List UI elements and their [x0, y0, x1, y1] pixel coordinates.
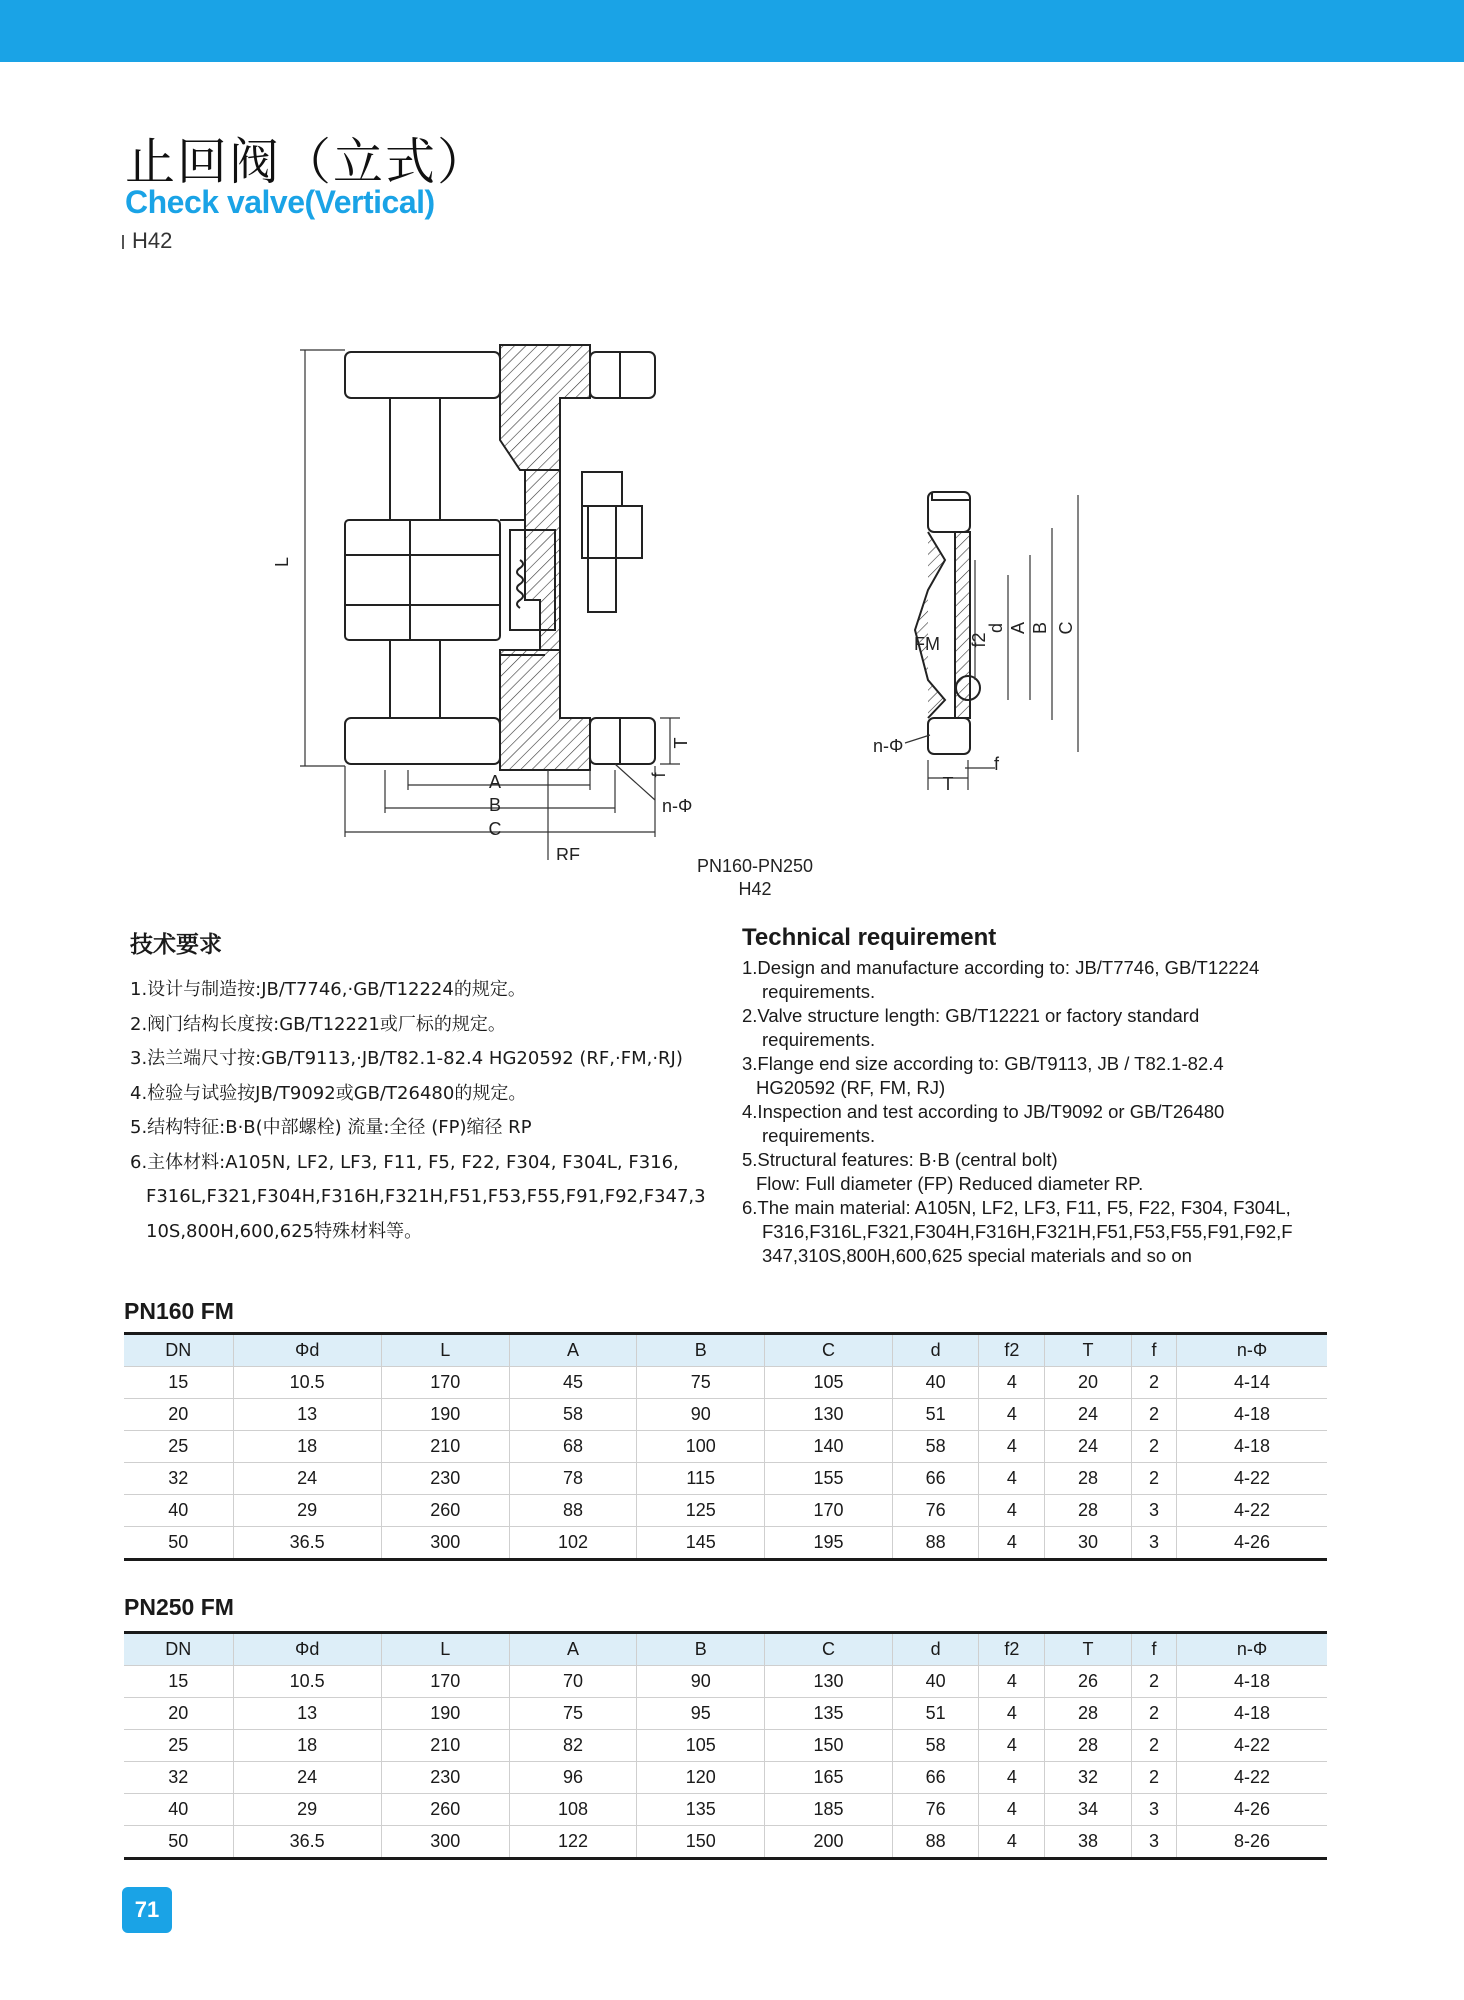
- requirements-cn: [130, 926, 720, 1249]
- table-cell: 125: [637, 1495, 765, 1527]
- table-cell: 135: [637, 1794, 765, 1826]
- req-en-item: 6.The main material: A105N, LF2, LF3, F11, F5, F22, F304, F304L,: [742, 1197, 1291, 1218]
- page-title-cn: 止回阀（立式）: [125, 133, 489, 191]
- table-cell: 122: [509, 1826, 637, 1859]
- dim-label-A: A: [488, 772, 502, 792]
- table-cell: 25: [124, 1431, 233, 1463]
- table-cell: 29: [233, 1794, 381, 1826]
- dim-label-nphi: n-Φ: [662, 796, 693, 816]
- table-cell: 3: [1131, 1794, 1176, 1826]
- table-cell: 70: [509, 1666, 637, 1698]
- req-en-item: 4.Inspection and test according to JB/T9092 or GB/T26480: [742, 1101, 1225, 1122]
- table-cell: 190: [381, 1698, 509, 1730]
- req-cn-item: 6.主体材料:A105N, LF2, LF3, F11, F5, F22, F304, F304L, F316,: [130, 1151, 679, 1173]
- table-cell: 34: [1045, 1794, 1132, 1826]
- col-header: B: [637, 1334, 765, 1367]
- table-cell: 45: [509, 1367, 637, 1399]
- table-cell: 51: [892, 1698, 979, 1730]
- table-cell: 4-14: [1177, 1367, 1327, 1399]
- table-cell: 170: [381, 1367, 509, 1399]
- model-code: [122, 228, 172, 254]
- col-header: f2: [979, 1334, 1045, 1367]
- table-cell: 2: [1131, 1698, 1176, 1730]
- table-cell: 75: [509, 1698, 637, 1730]
- drawing-caption-model: H42: [738, 879, 772, 899]
- req-en-item: 1.Design and manufacture according to: JB/T7746, GB/T12224: [742, 957, 1260, 978]
- col-header: B: [637, 1633, 765, 1666]
- col-header: C: [765, 1633, 893, 1666]
- table-cell: 8-26: [1177, 1826, 1327, 1859]
- flange-label-f: f: [994, 754, 1000, 774]
- table-cell: 2: [1131, 1367, 1176, 1399]
- table-cell: 88: [509, 1495, 637, 1527]
- table-cell: 66: [892, 1463, 979, 1495]
- col-header: Φd: [233, 1633, 381, 1666]
- col-header: f: [1131, 1633, 1176, 1666]
- table-cell: 95: [637, 1698, 765, 1730]
- flange-label-A: A: [1008, 621, 1028, 635]
- table-cell: 20: [124, 1698, 233, 1730]
- table-cell: 30: [1045, 1527, 1132, 1560]
- col-header: DN: [124, 1633, 233, 1666]
- col-header: A: [509, 1334, 637, 1367]
- flange-label-nphi: n-Φ: [873, 736, 904, 756]
- table-cell: 24: [1045, 1399, 1132, 1431]
- flange-label-FM: FM: [914, 634, 940, 654]
- table-cell: 190: [381, 1399, 509, 1431]
- requirements-en: [742, 924, 1327, 1268]
- req-en-item: Flow: Full diameter (FP) Reduced diameter RP.: [756, 1173, 1144, 1194]
- table-cell: 10.5: [233, 1666, 381, 1698]
- table-cell: 40: [892, 1666, 979, 1698]
- flange-detail-view: [915, 492, 980, 754]
- table-cell: 58: [892, 1730, 979, 1762]
- col-header: L: [381, 1334, 509, 1367]
- col-header: n-Φ: [1177, 1633, 1327, 1666]
- req-cn-item: F316L,F321,F304H,F316H,F321H,F51,F53,F55,F91,F92,F347,3: [146, 1186, 706, 1207]
- dim-label-B: B: [488, 795, 502, 815]
- col-header: L: [381, 1633, 509, 1666]
- table-cell: 102: [509, 1527, 637, 1560]
- model-label: H42: [132, 228, 173, 253]
- requirements-cn-heading: 技术要求: [130, 932, 222, 958]
- table-cell: 29: [233, 1495, 381, 1527]
- table-cell: 115: [637, 1463, 765, 1495]
- table-cell: 58: [892, 1431, 979, 1463]
- table-cell: 4: [979, 1399, 1045, 1431]
- table-row: [124, 1399, 1327, 1431]
- table-row: [124, 1826, 1327, 1859]
- table-cell: 170: [765, 1495, 893, 1527]
- table-cell: 28: [1045, 1698, 1132, 1730]
- table-cell: 120: [637, 1762, 765, 1794]
- dim-label-T: T: [671, 737, 691, 749]
- table-cell: 3: [1131, 1495, 1176, 1527]
- table-cell: 28: [1045, 1463, 1132, 1495]
- table-cell: 130: [765, 1399, 893, 1431]
- table-cell: 75: [637, 1367, 765, 1399]
- table-cell: 24: [1045, 1431, 1132, 1463]
- table-cell: 150: [637, 1826, 765, 1859]
- req-cn-item: 10S,800H,600,625特殊材料等。: [146, 1220, 423, 1242]
- table-cell: 4: [979, 1527, 1045, 1560]
- table-row: [124, 1463, 1327, 1495]
- page-number: 71: [122, 1887, 172, 1933]
- table-cell: 32: [124, 1463, 233, 1495]
- table-cell: 13: [233, 1698, 381, 1730]
- table-cell: 2: [1131, 1666, 1176, 1698]
- table-cell: 4: [979, 1794, 1045, 1826]
- req-en-item: HG20592 (RF, FM, RJ): [756, 1077, 946, 1098]
- table-row: [124, 1762, 1327, 1794]
- requirements-en-heading: Technical requirement: [742, 924, 997, 951]
- table-cell: 26: [1045, 1666, 1132, 1698]
- table-cell: 2: [1131, 1762, 1176, 1794]
- table-cell: 40: [124, 1794, 233, 1826]
- table-cell: 130: [765, 1666, 893, 1698]
- table-cell: 32: [1045, 1762, 1132, 1794]
- table-cell: 210: [381, 1431, 509, 1463]
- dim-label-C: C: [488, 819, 502, 839]
- table-cell: 90: [637, 1399, 765, 1431]
- table-cell: 66: [892, 1762, 979, 1794]
- col-header: n-Φ: [1177, 1334, 1327, 1367]
- table-cell: 4: [979, 1367, 1045, 1399]
- drawing-caption: [660, 855, 850, 901]
- table-cell: 76: [892, 1495, 979, 1527]
- dim-label-RF: RF: [556, 845, 580, 860]
- col-header: d: [892, 1633, 979, 1666]
- table-cell: 260: [381, 1794, 509, 1826]
- table-cell: 25: [124, 1730, 233, 1762]
- flange-label-C: C: [1056, 621, 1076, 635]
- table-cell: 40: [892, 1367, 979, 1399]
- table-cell: 105: [637, 1730, 765, 1762]
- table-cell: 195: [765, 1527, 893, 1560]
- table-cell: 18: [233, 1730, 381, 1762]
- table-cell: 58: [509, 1399, 637, 1431]
- table-cell: 4: [979, 1495, 1045, 1527]
- req-en-item: 3.Flange end size according to: GB/T9113, JB / T82.1-82.4: [742, 1053, 1224, 1074]
- table-cell: 108: [509, 1794, 637, 1826]
- table-cell: 76: [892, 1794, 979, 1826]
- col-header: DN: [124, 1334, 233, 1367]
- req-en-item: F316,F316L,F321,F304H,F316H,F321H,F51,F53,F55,F91,F92,F: [762, 1221, 1293, 1242]
- table-header-row: [124, 1334, 1327, 1367]
- req-cn-item: 2.阀门结构长度按:GB/T12221或厂标的规定。: [130, 1013, 506, 1035]
- table-cell: 2: [1131, 1399, 1176, 1431]
- table-cell: 230: [381, 1762, 509, 1794]
- req-en-item: requirements.: [762, 981, 876, 1002]
- table-cell: 4-22: [1177, 1762, 1327, 1794]
- dim-label-L: L: [272, 556, 292, 568]
- table-cell: 50: [124, 1527, 233, 1560]
- table-cell: 150: [765, 1730, 893, 1762]
- table-cell: 20: [1045, 1367, 1132, 1399]
- table-cell: 10.5: [233, 1367, 381, 1399]
- table-row: [124, 1794, 1327, 1826]
- table-cell: 155: [765, 1463, 893, 1495]
- table-cell: 88: [892, 1527, 979, 1560]
- table-cell: 88: [892, 1826, 979, 1859]
- table-cell: 2: [1131, 1431, 1176, 1463]
- table-cell: 90: [637, 1666, 765, 1698]
- table-cell: 28: [1045, 1495, 1132, 1527]
- table-cell: 4-18: [1177, 1431, 1327, 1463]
- table-row: [124, 1527, 1327, 1560]
- top-banner: [0, 0, 1464, 62]
- table-cell: 51: [892, 1399, 979, 1431]
- flange-label-T: T: [942, 774, 954, 794]
- req-en-item: 347,310S,800H,600,625 special materials and so on: [762, 1245, 1192, 1266]
- table-cell: 165: [765, 1762, 893, 1794]
- table-cell: 3: [1131, 1826, 1176, 1859]
- table-title-pn250: PN250 FM: [124, 1594, 234, 1620]
- table-cell: 36.5: [233, 1826, 381, 1859]
- drawing-caption-pressure: PN160-PN250: [696, 856, 814, 876]
- table-row: [124, 1431, 1327, 1463]
- table-cell: 82: [509, 1730, 637, 1762]
- req-en-item: 5.Structural features: B·B (central bolt): [742, 1149, 1058, 1170]
- req-cn-item: 5.结构特征:B·B(中部螺栓) 流量:全径 (FP)缩径 RP: [130, 1117, 532, 1138]
- req-cn-item: 1.设计与制造按:JB/T7746,·GB/T12224的规定。: [130, 979, 526, 1000]
- page-title-en: Check valve(Vertical): [125, 184, 435, 220]
- table-row: [124, 1730, 1327, 1762]
- table-cell: 4-22: [1177, 1730, 1327, 1762]
- table-cell: 200: [765, 1826, 893, 1859]
- req-en-item: requirements.: [762, 1029, 876, 1050]
- flange-label-d: d: [986, 622, 1006, 634]
- table-cell: 32: [124, 1762, 233, 1794]
- table-cell: 20: [124, 1399, 233, 1431]
- table-cell: 105: [765, 1367, 893, 1399]
- dim-label-f: f: [649, 772, 669, 778]
- table-cell: 4: [979, 1698, 1045, 1730]
- table-cell: 4-18: [1177, 1399, 1327, 1431]
- col-header: C: [765, 1334, 893, 1367]
- table-cell: 170: [381, 1666, 509, 1698]
- table-cell: 2: [1131, 1463, 1176, 1495]
- table-cell: 300: [381, 1826, 509, 1859]
- table-row: [124, 1495, 1327, 1527]
- table-cell: 185: [765, 1794, 893, 1826]
- table-cell: 100: [637, 1431, 765, 1463]
- table-cell: 4: [979, 1666, 1045, 1698]
- table-cell: 2: [1131, 1730, 1176, 1762]
- col-header: f: [1131, 1334, 1176, 1367]
- table-cell: 230: [381, 1463, 509, 1495]
- table-cell: 38: [1045, 1826, 1132, 1859]
- table-cell: 140: [765, 1431, 893, 1463]
- table-cell: 4: [979, 1463, 1045, 1495]
- table-cell: 15: [124, 1367, 233, 1399]
- table-header-row: [124, 1633, 1327, 1666]
- table-row: [124, 1698, 1327, 1730]
- col-header: T: [1045, 1633, 1132, 1666]
- table-cell: 96: [509, 1762, 637, 1794]
- side-section-view: [345, 345, 655, 770]
- table-cell: 4-26: [1177, 1527, 1327, 1560]
- table-cell: 4: [979, 1826, 1045, 1859]
- table-cell: 15: [124, 1666, 233, 1698]
- table-cell: 78: [509, 1463, 637, 1495]
- table-title-pn160: PN160 FM: [124, 1298, 234, 1324]
- table-cell: 4: [979, 1431, 1045, 1463]
- table-cell: 4-26: [1177, 1794, 1327, 1826]
- table-cell: 210: [381, 1730, 509, 1762]
- flange-label-B: B: [1030, 621, 1050, 635]
- table-cell: 13: [233, 1399, 381, 1431]
- col-header: f2: [979, 1633, 1045, 1666]
- table-cell: 50: [124, 1826, 233, 1859]
- model-marker: [122, 235, 124, 249]
- table-cell: 28: [1045, 1730, 1132, 1762]
- req-en-item: 2.Valve structure length: GB/T12221 or factory standard: [742, 1005, 1200, 1026]
- req-cn-item: 4.检验与试验按JB/T9092或GB/T26480的规定。: [130, 1082, 527, 1104]
- table-cell: 4-18: [1177, 1666, 1327, 1698]
- table-cell: 24: [233, 1762, 381, 1794]
- table-cell: 68: [509, 1431, 637, 1463]
- table-cell: 18: [233, 1431, 381, 1463]
- table-row: [124, 1666, 1327, 1698]
- table-cell: 4-18: [1177, 1698, 1327, 1730]
- col-header: d: [892, 1334, 979, 1367]
- table-cell: 3: [1131, 1527, 1176, 1560]
- table-cell: 4-22: [1177, 1495, 1327, 1527]
- table-row: [124, 1367, 1327, 1399]
- table-cell: 260: [381, 1495, 509, 1527]
- table-cell: 24: [233, 1463, 381, 1495]
- col-header: A: [509, 1633, 637, 1666]
- valve-drawing: [0, 330, 1464, 860]
- table-cell: 135: [765, 1698, 893, 1730]
- table-cell: 145: [637, 1527, 765, 1560]
- req-cn-item: 3.法兰端尺寸按:GB/T9113,·JB/T82.1-82.4 HG20592 (RF,·FM,·RJ): [130, 1048, 683, 1069]
- table-cell: 36.5: [233, 1527, 381, 1560]
- table-cell: 4: [979, 1730, 1045, 1762]
- table-cell: 40: [124, 1495, 233, 1527]
- col-header: Φd: [233, 1334, 381, 1367]
- col-header: T: [1045, 1334, 1132, 1367]
- spec-table-pn160: [124, 1332, 1327, 1561]
- table-cell: 4-22: [1177, 1463, 1327, 1495]
- spec-table-pn250: [124, 1631, 1327, 1860]
- table-cell: 300: [381, 1527, 509, 1560]
- req-en-item: requirements.: [762, 1125, 876, 1146]
- flange-label-f2: f2: [969, 632, 989, 648]
- table-cell: 4: [979, 1762, 1045, 1794]
